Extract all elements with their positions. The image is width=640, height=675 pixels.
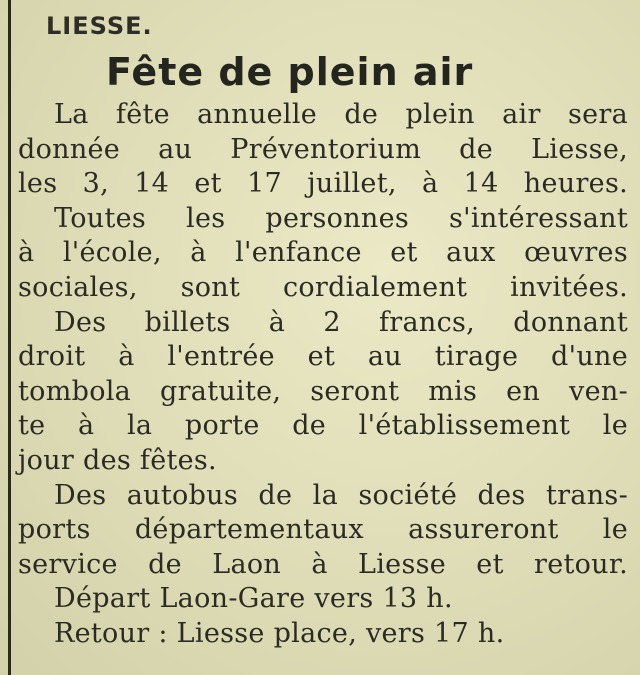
body-line: te à la porte de l'établissement le — [18, 410, 628, 442]
body-line: donnée au Préventorium de Liesse, — [18, 133, 628, 165]
article-body — [18, 98, 628, 652]
body-line: La fête annuelle de plein air sera — [54, 99, 628, 130]
body-line: Départ Laon-Gare vers 13 h. — [54, 583, 453, 615]
body-line: Des billets à 2 francs, donnant — [54, 306, 628, 338]
body-line: service de Laon à Liesse et retour. — [18, 548, 628, 580]
column-rule — [8, 0, 11, 675]
body-line: droit à l'entrée et au tirage d'une — [18, 341, 628, 373]
body-line: Retour : Liesse place, vers 17 h. — [54, 617, 505, 649]
body-line: tombola gratuite, seront mis en ven- — [18, 375, 628, 407]
headline: Fête de plein air — [106, 50, 474, 94]
article — [18, 6, 628, 652]
dateline: LIESSE. — [46, 12, 153, 40]
body-line: à l'école, à l'enfance et aux œuvres — [18, 237, 628, 269]
body-line: Toutes les personnes s'intéressant — [54, 202, 628, 234]
body-line: Des autobus de la société des trans- — [54, 479, 628, 511]
body-line: sociales, sont cordialement invitées. — [18, 271, 628, 303]
body-line: ports départementaux assureront le — [18, 514, 628, 546]
body-line: les 3, 14 et 17 juillet, à 14 heures. — [18, 168, 628, 200]
body-line: jour des fêtes. — [18, 444, 217, 476]
